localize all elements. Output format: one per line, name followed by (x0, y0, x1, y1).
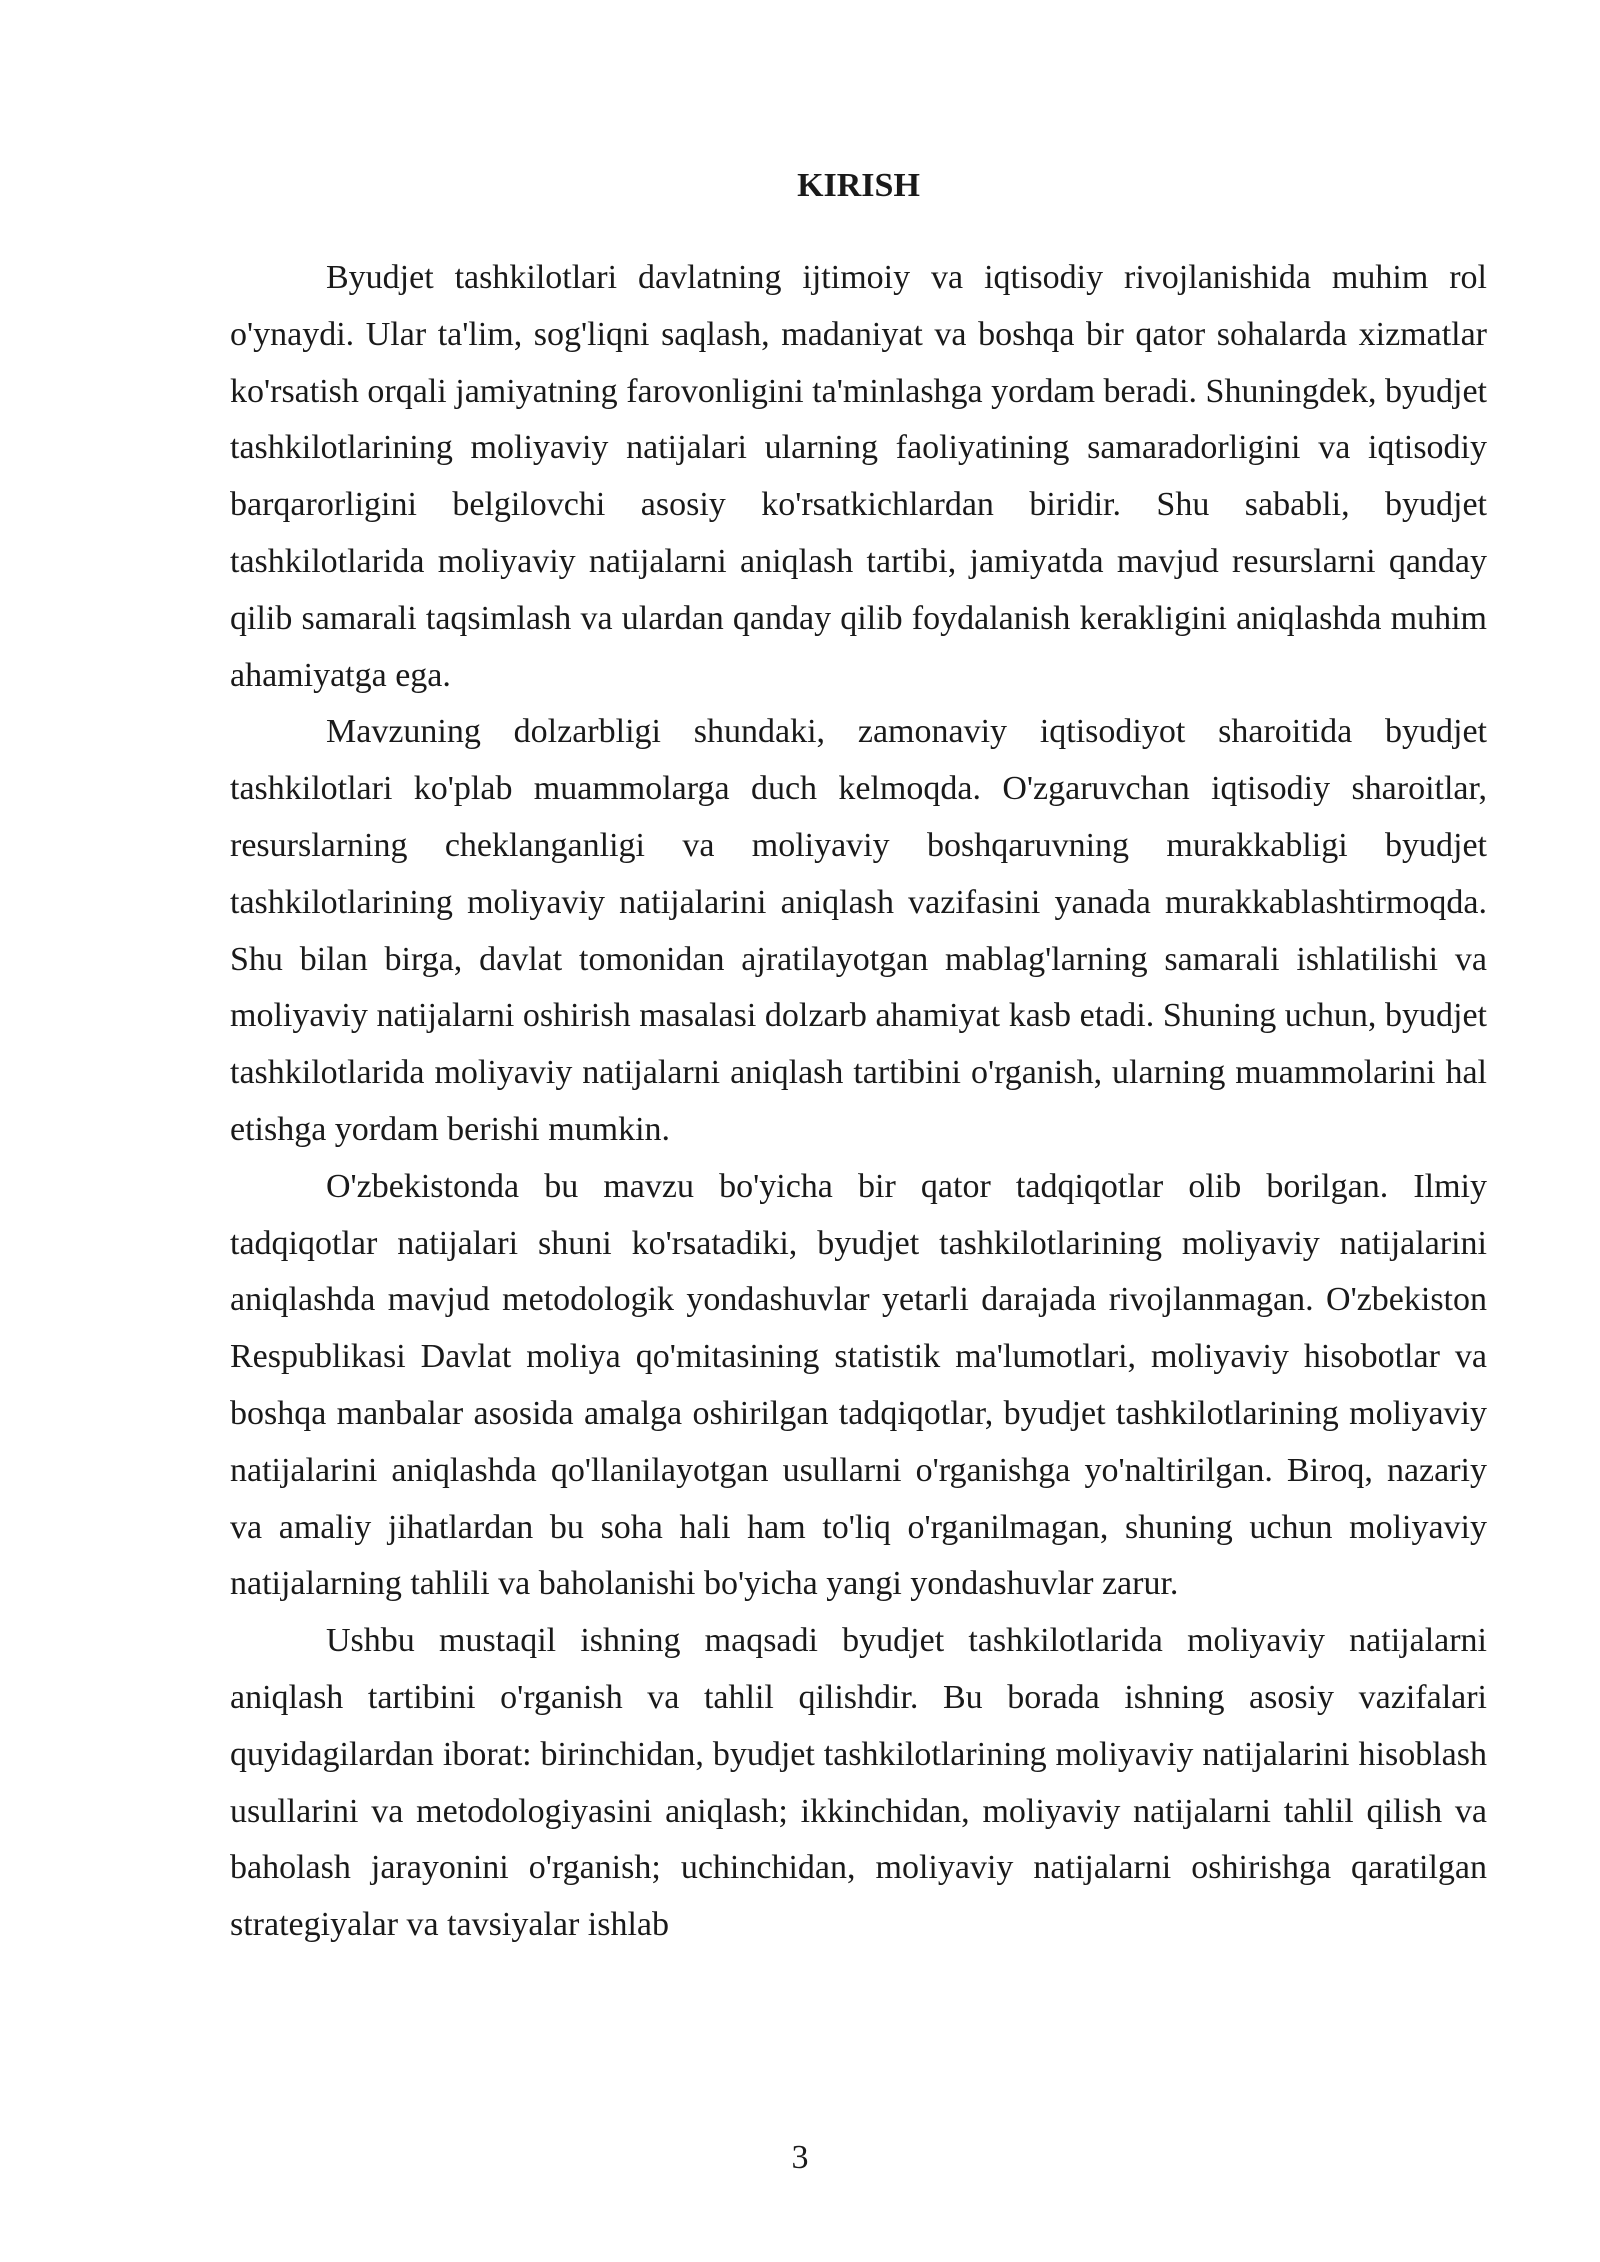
body-text (230, 250, 1487, 1954)
paragraph-2: Mavzuning dolzarbligi shundaki, zamonaviy iqtisodiyot sharoitida byudjet tashkilotlari ko'plab muammolarga duch kelmoqda. O'zgaruvchan iqtisodiy sharoitlar, resurslarning cheklanganligi va moliyaviy boshqaruvning murakkabligi byudjet tashkilotlarining moliyaviy natijalarini aniqlash vazifasini yanada murakkablashtirmoqda. Shu bilan birga, davlat tomonidan ajratilayotgan mablag'larning samarali ishlatilishi va moliyaviy natijalarni oshirish masalasi dolzarb ahamiyat kasb etadi. Shuning uchun, byudjet tashkilotlarida moliyaviy natijalarni aniqlash tartibini o'rganish, ularning muammolarini hal etishga yordam berishi mumkin. (230, 713, 1487, 1148)
paragraph-4: Ushbu mustaqil ishning maqsadi byudjet tashkilotlarida moliyaviy natijalarni aniqlash tartibini o'rganish va tahlil qilishdir. Bu borada ishning asosiy vazifalari quyidagilardan iborat: birinchidan, byudjet tashkilotlarining moliyaviy natijalarini hisoblash usullarini va metodologiyasini aniqlash; ikkinchidan, moliyaviy natijalarni tahlil qilish va baholash jarayonini o'rganish; uchinchidan, moliyaviy natijalarni oshirishga qaratilgan strategiyalar va tavsiyalar ishlab (230, 1622, 1487, 1944)
page-number: 3 (791, 2139, 809, 2176)
paragraph-3: O'zbekistonda bu mavzu bo'yicha bir qator tadqiqotlar olib borilgan. Ilmiy tadqiqotlar natijalari shuni ko'rsatadiki, byudjet tashkilotlarining moliyaviy natijalarini aniqlashda mavjud metodologik yondashuvlar yetarli darajada rivojlanmagan. O'zbekiston Respublikasi Davlat moliya qo'mitasining statistik ma'lumotlari, moliyaviy hisobotlar va boshqa manbalar asosida amalga oshirilgan tadqiqotlar, byudjet tashkilotlarining moliyaviy natijalarini aniqlashda qo'llanilayotgan usullarni o'rganishga yo'naltirilgan. Biroq, nazariy va amaliy jihatlardan bu soha hali ham to'liq o'rganilmagan, shuning uchun moliyaviy natijalarning tahlili va baholanishi bo'yicha yangi yondashuvlar zarur. (230, 1167, 1487, 1603)
section-heading: KIRISH (797, 167, 920, 204)
paragraph-1: Byudjet tashkilotlari davlatning ijtimoiy va iqtisodiy rivojlanishida muhim rol o'ynaydi. Ular ta'lim, sog'liqni saqlash, madaniyat va boshqa bir qator sohalarda xizmatlar ko'rsatish orqali jamiyatning farovonligini ta'minlashga yordam beradi. Shuningdek, byudjet tashkilotlarining moliyaviy natijalari ularning faoliyatining samaradorligini va iqtisodiy barqarorligini belgilovchi asosiy ko'rsatkichlardan biridir. Shu sababli, byudjet tashkilotlarida moliyaviy natijalarni aniqlash tartibi, jamiyatda mavjud resurslarni qanday qilib samarali taqsimlash va ulardan qanday qilib foydalanish kerakligini aniqlashda muhim ahamiyatga ega. (230, 259, 1487, 694)
